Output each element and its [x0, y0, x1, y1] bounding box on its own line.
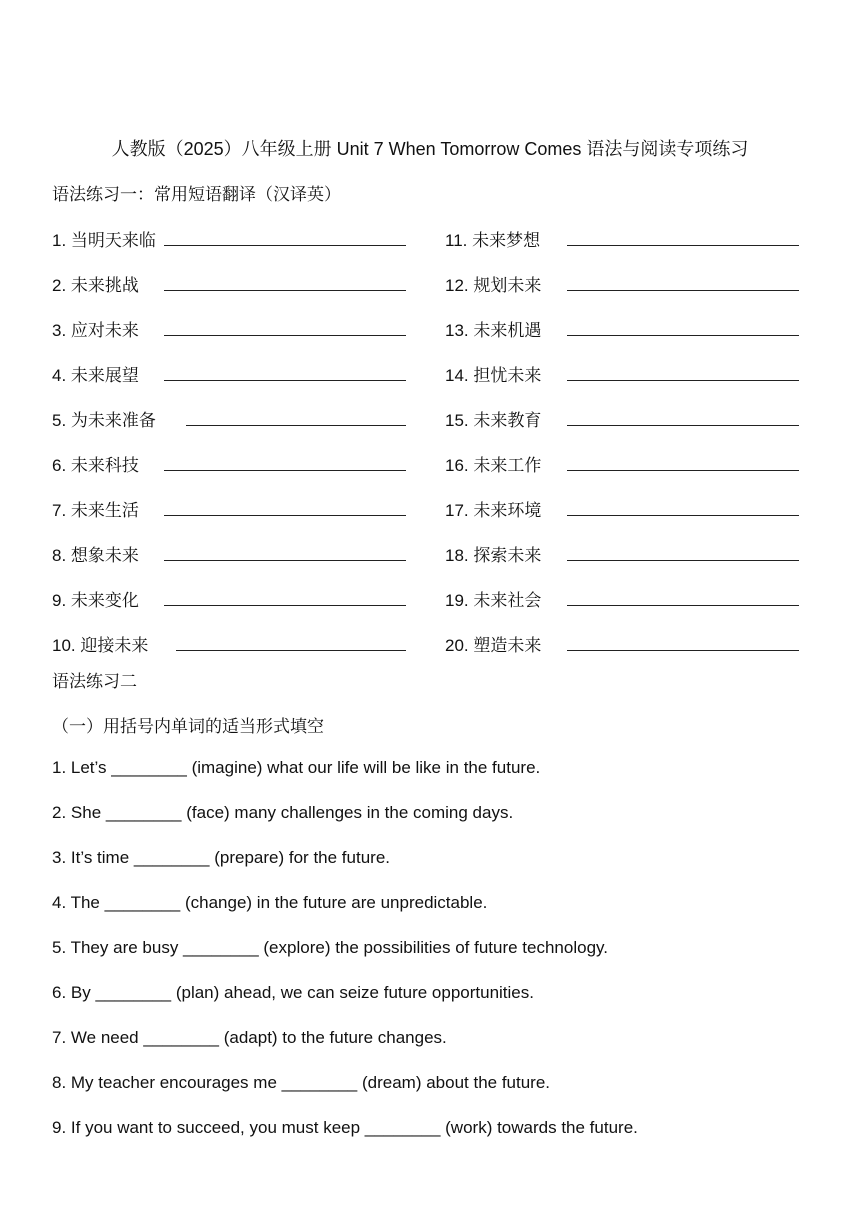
- phrase-label: 4. 未来展望: [52, 366, 139, 385]
- section1-heading: 语法练习一：常用短语翻译（汉译英）: [52, 185, 341, 204]
- phrase-label: 10. 迎接未来: [52, 636, 149, 655]
- answer-blank[interactable]: [164, 470, 406, 471]
- phrase-label: 5. 为未来准备: [52, 411, 156, 430]
- answer-blank[interactable]: [164, 605, 406, 606]
- answer-blank[interactable]: [164, 380, 406, 381]
- phrase-label: 17. 未来环境: [445, 501, 542, 520]
- exercise-item: 3. It’s time ________ (prepare) for the future.: [52, 848, 390, 867]
- answer-blank[interactable]: [164, 515, 406, 516]
- exercise-item: 9. If you want to succeed, you must keep ________ (work) towards the future.: [52, 1118, 638, 1137]
- phrase-label: 2. 未来挑战: [52, 276, 139, 295]
- phrase-item: [52, 316, 406, 340]
- answer-blank[interactable]: [176, 650, 406, 651]
- phrase-item: [445, 226, 799, 250]
- answer-blank[interactable]: [164, 245, 406, 246]
- answer-blank[interactable]: [567, 515, 799, 516]
- section2-heading: 语法练习二: [52, 672, 137, 691]
- phrase-label: 15. 未来教育: [445, 411, 542, 430]
- phrase-label: 6. 未来科技: [52, 456, 139, 475]
- phrase-item: [52, 631, 406, 655]
- phrase-label: 7. 未来生活: [52, 501, 139, 520]
- phrase-item: [445, 586, 799, 610]
- phrase-item: [445, 406, 799, 430]
- exercise-item: 5. They are busy ________ (explore) the possibilities of future technology.: [52, 938, 608, 957]
- phrase-item: [52, 406, 406, 430]
- phrase-item: [52, 586, 406, 610]
- phrase-label: 20. 塑造未来: [445, 636, 542, 655]
- phrase-item: [445, 271, 799, 295]
- phrase-item: [52, 451, 406, 475]
- phrase-label: 3. 应对未来: [52, 321, 139, 340]
- phrase-item: [52, 496, 406, 520]
- answer-blank[interactable]: [567, 425, 799, 426]
- answer-blank[interactable]: [567, 290, 799, 291]
- answer-blank[interactable]: [164, 335, 406, 336]
- phrase-label: 9. 未来变化: [52, 591, 139, 610]
- phrase-label: 11. 未来梦想: [445, 231, 541, 250]
- answer-blank[interactable]: [186, 425, 406, 426]
- page-title: 人教版（2025）八年级上册 Unit 7 When Tomorrow Comes 语法与阅读专项练习: [111, 139, 749, 159]
- phrase-item: [445, 496, 799, 520]
- phrase-label: 12. 规划未来: [445, 276, 542, 295]
- phrase-label: 1. 当明天来临: [52, 231, 156, 250]
- answer-blank[interactable]: [567, 650, 799, 651]
- answer-blank[interactable]: [164, 290, 406, 291]
- answer-blank[interactable]: [164, 560, 406, 561]
- phrase-item: [445, 541, 799, 565]
- answer-blank[interactable]: [567, 245, 799, 246]
- phrase-item: [52, 361, 406, 385]
- phrase-item: [52, 541, 406, 565]
- exercise-item: 4. The ________ (change) in the future are unpredictable.: [52, 893, 488, 912]
- phrase-label: 19. 未来社会: [445, 591, 542, 610]
- phrase-label: 18. 探索未来: [445, 546, 542, 565]
- section2-subheading: （一）用括号内单词的适当形式填空: [52, 717, 324, 736]
- phrase-label: 8. 想象未来: [52, 546, 139, 565]
- answer-blank[interactable]: [567, 605, 799, 606]
- answer-blank[interactable]: [567, 380, 799, 381]
- exercise-item: 2. She ________ (face) many challenges in the coming days.: [52, 803, 514, 822]
- phrase-label: 16. 未来工作: [445, 456, 542, 475]
- exercise-item: 8. My teacher encourages me ________ (dream) about the future.: [52, 1073, 551, 1092]
- phrase-label: 14. 担忧未来: [445, 366, 542, 385]
- answer-blank[interactable]: [567, 470, 799, 471]
- phrase-label: 13. 未来机遇: [445, 321, 542, 340]
- phrase-item: [445, 451, 799, 475]
- answer-blank[interactable]: [567, 560, 799, 561]
- phrase-item: [445, 316, 799, 340]
- phrase-item: [445, 361, 799, 385]
- phrase-item: [445, 631, 799, 655]
- phrase-item: [52, 226, 406, 250]
- phrase-item: [52, 271, 406, 295]
- exercise-item: 1. Let’s ________ (imagine) what our life will be like in the future.: [52, 758, 541, 777]
- exercise-item: 6. By ________ (plan) ahead, we can seize future opportunities.: [52, 983, 534, 1002]
- exercise-item: 7. We need ________ (adapt) to the future changes.: [52, 1028, 447, 1047]
- answer-blank[interactable]: [567, 335, 799, 336]
